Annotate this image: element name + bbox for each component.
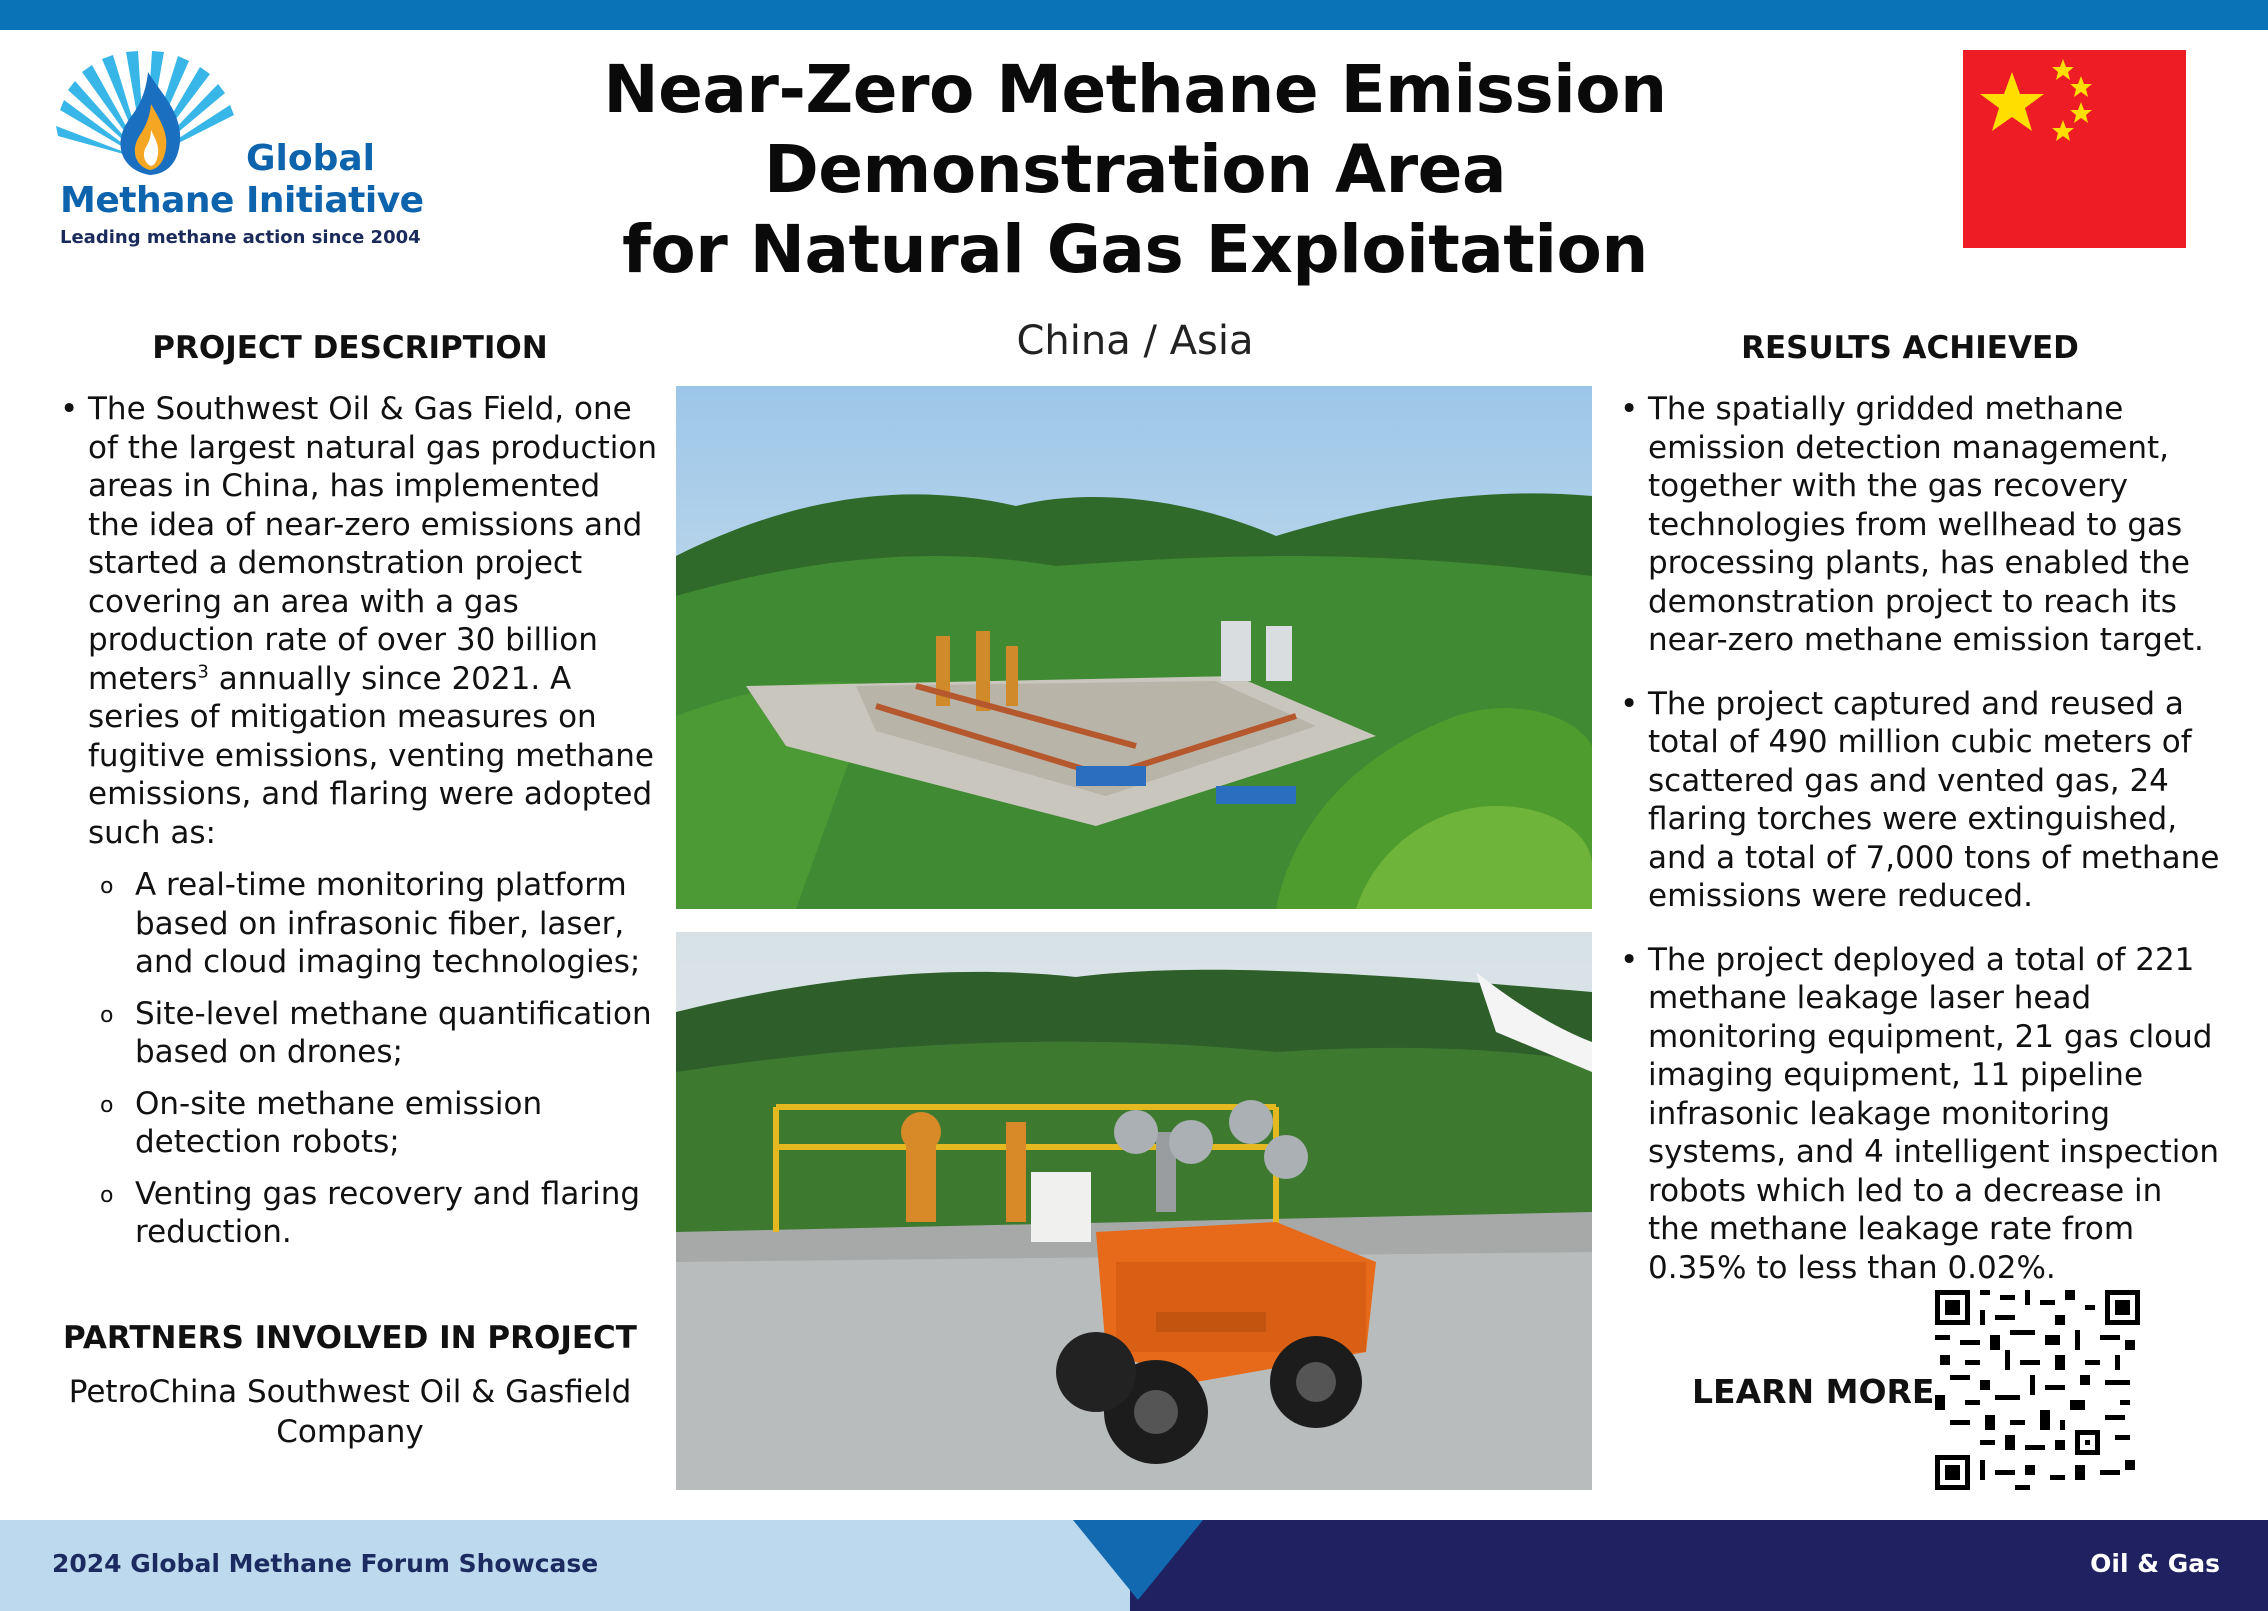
inspection-robot-photo [676, 932, 1592, 1490]
gas-facility-photo [676, 386, 1592, 909]
learn-more-label[interactable]: LEARN MORE [1692, 1372, 1935, 1411]
project-description-heading: PROJECT DESCRIPTION [152, 330, 548, 366]
footer-event-label: 2024 Global Methane Forum Showcase [52, 1549, 599, 1578]
list-item: o Venting gas recovery and flaring reduction. [100, 1175, 660, 1252]
title-line: Demonstration Area [764, 131, 1506, 208]
logo-rays-flame-icon [50, 50, 250, 180]
results-heading: RESULTS ACHIEVED [1741, 330, 2079, 366]
list-item: o On-site methane emission detection robots; [100, 1085, 660, 1162]
results-list [1620, 390, 2220, 1312]
title-line: Near-Zero Methane Emission [603, 51, 1667, 128]
list-item: • The spatially gridded methane emission detection management, together with the gas recovery technologies from wellhead to gas processing plants, has enabled the demonstration project to reach its near-zero methane emission target. [1620, 390, 2220, 660]
project-description-list [60, 390, 660, 852]
logo-text-global: Global [246, 138, 376, 179]
list-item: • The project captured and reused a total of 490 million cubic meters of scattered gas and vented gas, 24 flaring torches were extinguished, and a total of 7,000 tons of methane emissions were reduced. [1620, 685, 2220, 916]
china-flag-icon [1963, 50, 2186, 248]
location-label: China / Asia [1016, 318, 1254, 364]
superscript: 3 [197, 661, 209, 683]
gmi-logo [50, 50, 424, 255]
logo-tagline: Leading methane action since 2004 [60, 227, 421, 248]
description-text: The Southwest Oil & Gas Field, one of the largest natural gas production areas in China, has implemented the idea of near-zero emissions and started a demonstration project covering an area with a gas production rate of over 30 billion meters [88, 391, 657, 697]
qr-code-icon[interactable] [1935, 1290, 2140, 1490]
list-item: • The project deployed a total of 221 methane leakage laser head monitoring equipment, 21 gas cloud imaging equipment, 11 pipeline infrasonic leakage monitoring systems, and 4 intelligent inspection robots which led to a decrease in the methane leakage rate from 0.35% to less than 0.02%. [1620, 941, 2220, 1288]
list-item: o Site-level methane quantification based on drones; [100, 995, 660, 1072]
mitigation-measures-list [100, 866, 660, 1265]
partners-text: PetroChina Southwest Oil & Gasfield Company [68, 1374, 632, 1450]
footer-divider-triangle [1073, 1520, 1203, 1600]
page-title [460, 50, 1810, 290]
description-text: annually since 2021. A series of mitigation measures on fugitive emissions, venting methane emissions, and flaring were adopted such as: [88, 660, 654, 851]
top-accent-bar [0, 0, 2268, 30]
partners-heading: PARTNERS INVOLVED IN PROJECT [63, 1320, 637, 1356]
list-item: o A real-time monitoring platform based on infrasonic fiber, laser, and cloud imaging technologies; [100, 866, 660, 982]
title-line: for Natural Gas Exploitation [622, 211, 1648, 288]
footer-sector-label: Oil & Gas [2090, 1549, 2220, 1578]
logo-text-methane-initiative: Methane Initiative [60, 180, 424, 221]
list-item [60, 390, 660, 852]
